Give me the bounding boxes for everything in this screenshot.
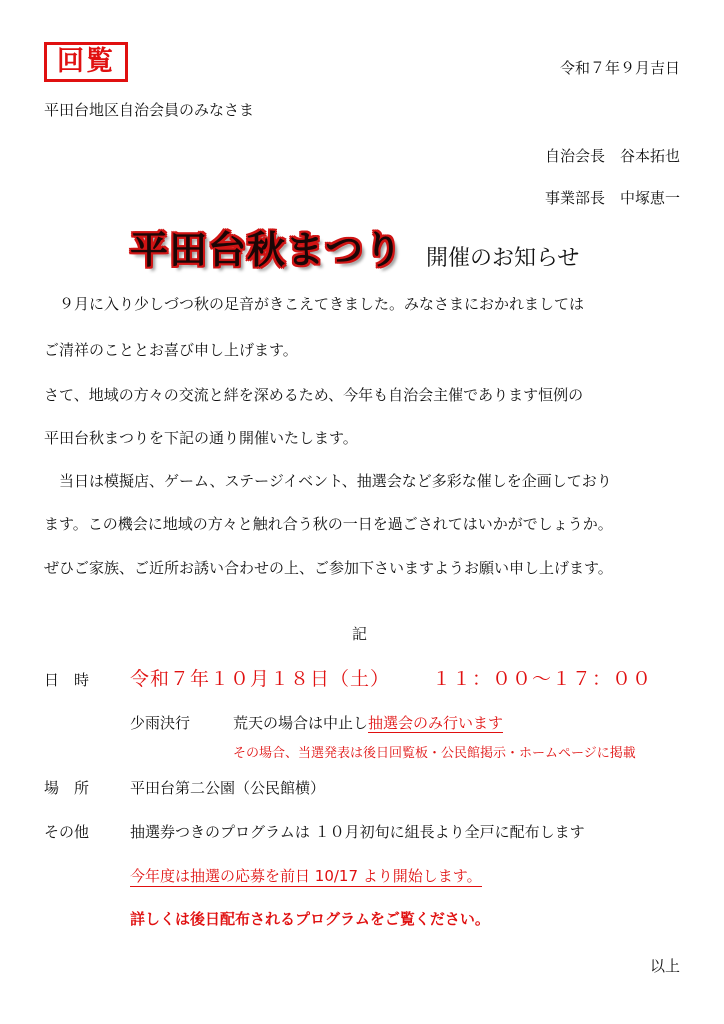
sender-name: 谷本拓也 (619, 147, 680, 165)
program-reference-note: 詳しくは後日配布されるプログラムをご覧ください。 (130, 910, 490, 928)
lottery-start-note: 今年度は抽選の応募を前日 10/17 より開始します。 (130, 867, 482, 885)
sender-president (545, 146, 680, 166)
body-line-7: ぜひご家族、ご近所お誘い合わせの上、ご参加下さいますようお願い申し上げます。 (44, 559, 613, 577)
body-line-2: ご清祥のこととお喜び申し上げます。 (44, 341, 298, 359)
body-line-4: 平田台秋まつりを下記の通り開催いたします。 (44, 429, 358, 447)
datetime-label: 日 時 (44, 671, 90, 689)
rain-announcement-note: その場合、当選発表は後日回覧板・公民館掲示・ホームページに掲載 (233, 746, 636, 761)
program-distribution: 抽選券つきのプログラムは １０月初旬に組長より全戸に配布します (130, 823, 585, 841)
event-date: 令和７年１０月１８日（土） (130, 668, 391, 690)
place-value: 平田台第二公園（公民館横） (130, 779, 326, 797)
circulation-stamp: 回覧 (44, 42, 128, 82)
rain-label: 少雨決行 (130, 714, 191, 732)
rain-policy (233, 713, 503, 733)
rain-text: 荒天の場合は中止し (233, 714, 369, 732)
sender-role: 自治会長 (544, 147, 605, 165)
ki-heading: 記 (352, 625, 368, 643)
other-label: その他 (44, 823, 90, 841)
body-line-3: さて、地域の方々の交流と絆を深めるため、今年も自治会主催であります恒例の (44, 386, 584, 404)
body-line-1: ９月に入り少しづつ秋の足音がきこえてきました。みなさまにおかれましては (44, 295, 585, 313)
title-suffix: 開催のお知らせ (426, 246, 580, 271)
body-line-6: ます。この機会に地域の方々と触れ合う秋の一日を過ごされてはいかがでしょうか。 (44, 515, 613, 533)
lottery-only-note: 抽選会のみ行います (368, 714, 504, 732)
document-date: 令和７年９月吉日 (559, 59, 680, 77)
place-label: 場 所 (44, 779, 90, 797)
sender-director (545, 188, 680, 208)
sender-role: 事業部長 (544, 189, 605, 207)
festival-title: 平田台秋まつり (130, 228, 404, 272)
body-line-5: 当日は模擬店、ゲーム、ステージイベント、抽選会など多彩な催しを企画しており (44, 472, 612, 490)
closing-mark: 以上 (649, 957, 680, 975)
addressee: 平田台地区自治会員のみなさま (44, 101, 255, 119)
event-time: １１：００～１７：００ (432, 668, 653, 690)
sender-name: 中塚恵一 (619, 189, 680, 207)
